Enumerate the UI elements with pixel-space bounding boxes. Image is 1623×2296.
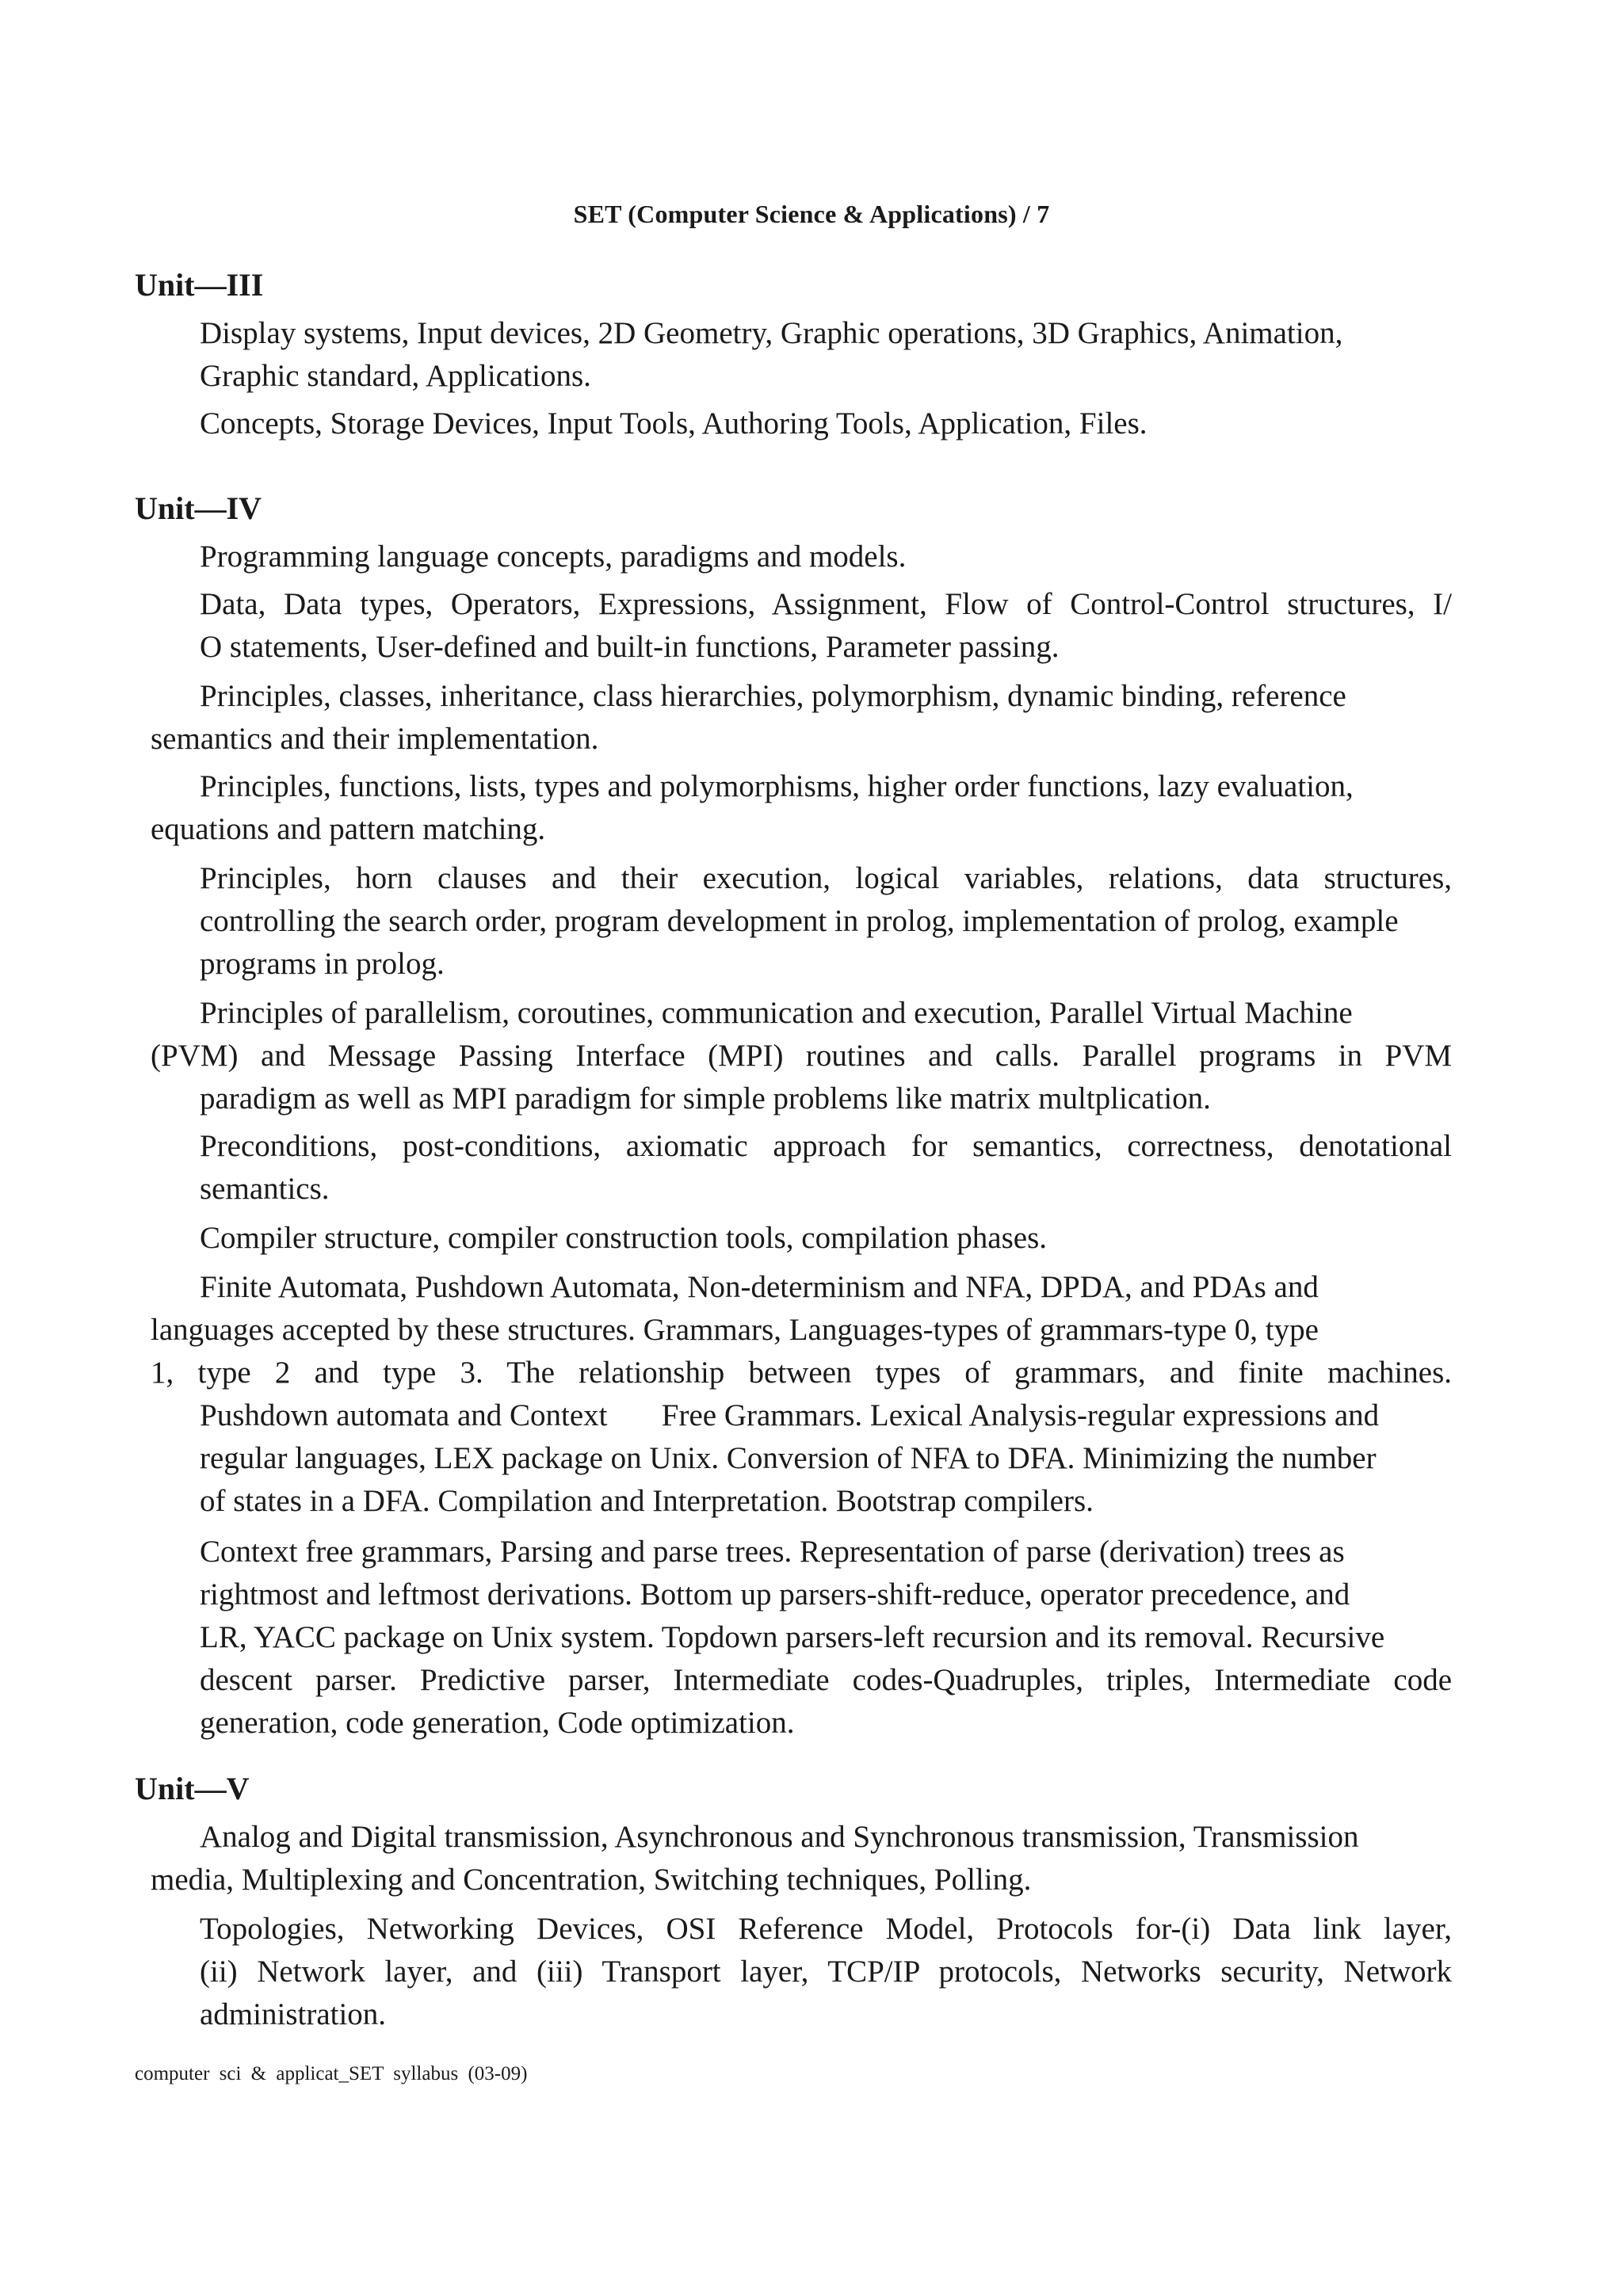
unit-iv-paragraph-data [200,583,1452,669]
text-line: Compiler structure, compiler construction tools, compilation phases. [200,1221,1048,1255]
text-line: LR, YACC package on Unix system. Topdown parsers-left recursion and its removal. Recursive [200,1620,1385,1654]
text-line: of states in a DFA. Compilation and Interpretation. Bootstrap compilers. [200,1484,1094,1518]
unit-iv-paragraph-functional [151,765,1452,851]
text-line: Context free grammars, Parsing and parse trees. Representation of parse (derivation) trees as [200,1535,1345,1569]
text-line: O statements, User-defined and built-in functions, Parameter passing. [200,630,1060,664]
unit-iii-paragraph-graphics [200,312,1452,398]
text-line: semantics. [200,1172,330,1206]
text-line: descent parser. Predictive parser, Intermediate codes-Quadruples, triples, Intermediate code [200,1663,1452,1697]
text-line: Graphic standard, Applications. [200,359,591,393]
unit-iv-paragraph-oop [151,675,1452,761]
page-footer: computer sci & applicat_SET syllabus (03-09) [135,2063,528,2084]
text-line: Preconditions, post-conditions, axiomatic approach for semantics, correctness, denotational [200,1129,1452,1163]
page-header: SET (Computer Science & Applications) / 7 [573,200,1050,228]
unit-iii-paragraph-multimedia [200,402,1452,445]
unit-iv-paragraph-automata [151,1266,1452,1523]
text-line: Pushdown automata and Context Free Grammars. Lexical Analysis-regular expressions and [200,1398,1380,1432]
text-line: Concepts, Storage Devices, Input Tools, Authoring Tools, Application, Files. [200,406,1148,441]
unit-v-paragraph-networking [200,1908,1452,2036]
text-line: programs in prolog. [200,947,445,981]
text-line: media, Multiplexing and Concentration, Switching techniques, Polling. [151,1863,1032,1897]
unit-iv-paragraph-logic [200,857,1452,986]
text-line: Analog and Digital transmission, Asynchronous and Synchronous transmission, Transmission [200,1820,1359,1854]
text-line: Principles, classes, inheritance, class hierarchies, polymorphism, dynamic binding, reference [200,679,1346,713]
text-line: (ii) Network layer, and (iii) Transport layer, TCP/IP protocols, Networks security, Network [200,1955,1452,1989]
unit-iv-paragraph-concepts [200,536,1452,578]
text-line: administration. [200,1997,387,2031]
text-line: Principles of parallelism, coroutines, communication and execution, Parallel Virtual Machine [200,996,1353,1030]
text-line: Data, Data types, Operators, Expressions, Assignment, Flow of Control-Control structures, I/ [200,587,1452,621]
text-line: (PVM) and Message Passing Interface (MPI) routines and calls. Parallel programs in PVM [151,1039,1452,1073]
text-line: rightmost and leftmost derivations. Bottom up parsers-shift-reduce, operator precedence, and [200,1577,1350,1611]
unit-v-heading: Unit—V [135,1771,250,1806]
text-line: semantics and their implementation. [151,722,599,756]
unit-iv-paragraph-compiler [200,1217,1452,1260]
text-line: languages accepted by these structures. Grammars, Languages-types of grammars-type 0, type [151,1313,1319,1347]
unit-v-paragraph-transmission [151,1816,1452,1901]
text-line: controlling the search order, program development in prolog, implementation of prolog, example [200,904,1399,938]
text-line: generation, code generation, Code optimization. [200,1706,795,1740]
text-line: Principles, functions, lists, types and polymorphisms, higher order functions, lazy evaluation, [200,769,1354,803]
unit-iv-paragraph-semantics [200,1125,1452,1211]
text-line: Topologies, Networking Devices, OSI Reference Model, Protocols for-(i) Data link layer, [200,1912,1452,1946]
text-line: Programming language concepts, paradigms and models. [200,540,907,574]
text-line: Display systems, Input devices, 2D Geometry, Graphic operations, 3D Graphics, Animation, [200,316,1343,350]
text-line: regular languages, LEX package on Unix. Conversion of NFA to DFA. Minimizing the number [200,1441,1377,1475]
text-line: Finite Automata, Pushdown Automata, Non-determinism and NFA, DPDA, and PDAs and [200,1270,1319,1304]
text-line: paradigm as well as MPI paradigm for simple problems like matrix multplication. [200,1081,1211,1116]
unit-iii-heading: Unit—III [135,267,264,303]
unit-iv-paragraph-parallel [151,992,1452,1120]
unit-iv-heading: Unit—IV [135,490,262,526]
unit-iv-paragraph-parsing [200,1531,1452,1745]
text-line: equations and pattern matching. [151,812,546,846]
text-line: 1, type 2 and type 3. The relationship between types of grammars, and finite machines. [151,1356,1452,1390]
text-line: Principles, horn clauses and their execution, logical variables, relations, data structures, [200,861,1452,895]
